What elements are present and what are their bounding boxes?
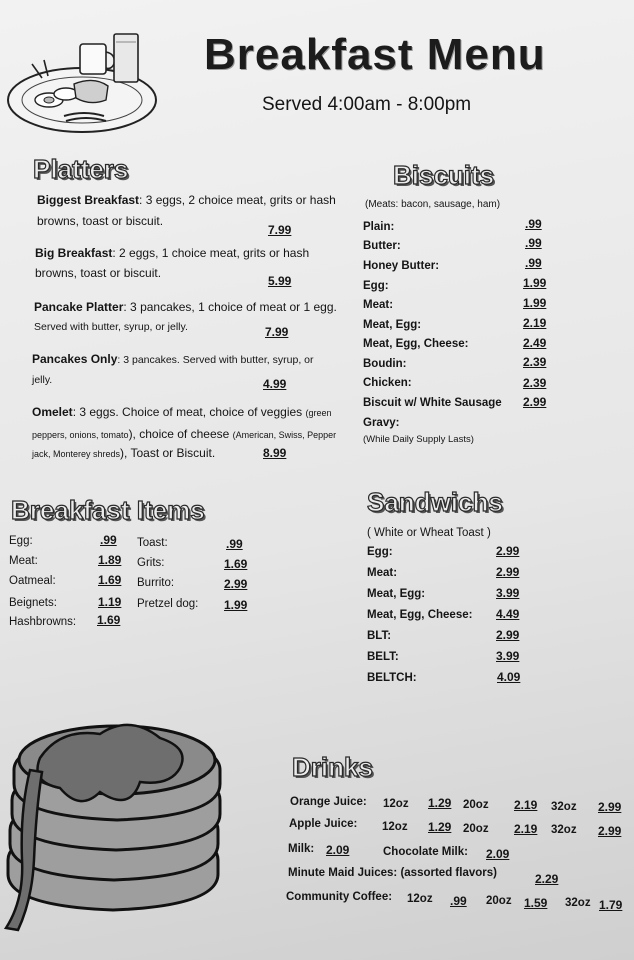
- breakfast-item-price: 1.69: [98, 573, 122, 587]
- biggest-breakfast-line1: Biggest Breakfast: 3 eggs, 2 choice meat, grits or hash: [37, 193, 336, 207]
- drink-price: .99: [450, 894, 467, 908]
- big-breakfast-line2: browns, toast or biscuit.: [35, 266, 162, 280]
- sandwich-label: BLT:: [367, 630, 392, 642]
- omelet-name: Omelet: [32, 405, 73, 419]
- minute-maid-price: 2.29: [535, 872, 559, 886]
- drink-size: 32oz: [565, 897, 591, 909]
- biscuit-label: Gravy:: [363, 417, 400, 429]
- biscuit-label: Honey Butter:: [363, 260, 440, 272]
- drink-price: 1.59: [524, 896, 548, 910]
- drink-price: 1.79: [599, 898, 623, 912]
- sandwich-label: Egg:: [367, 546, 393, 558]
- breakfast-item-price: 2.99: [224, 577, 248, 591]
- sandwiches-toast-note: ( White or Wheat Toast ): [367, 527, 491, 539]
- breakfast-plate-illustration: [4, 28, 162, 136]
- biscuit-label: Butter:: [363, 240, 401, 252]
- omelet-line1: Omelet: 3 eggs. Choice of meat, choice of veggies (green: [32, 405, 332, 419]
- apple-juice-label: Apple Juice:: [289, 818, 358, 830]
- page-title: Breakfast Menu: [204, 30, 546, 79]
- biggest-breakfast-price: 7.99: [268, 223, 292, 237]
- drink-size: 12oz: [382, 821, 408, 833]
- biscuit-price: 2.39: [523, 376, 547, 390]
- sandwich-label: BELTCH:: [367, 672, 417, 684]
- sandwich-price: 3.99: [496, 586, 520, 600]
- orange-juice-label: Orange Juice:: [290, 796, 367, 808]
- pancakes-only-name: Pancakes Only: [32, 352, 118, 366]
- omelet-line3: jack, Monterey shreds), Toast or Biscuit.: [32, 446, 216, 460]
- minute-maid-label: Minute Maid Juices: (assorted flavors): [288, 867, 497, 879]
- pancake-platter-price: 7.99: [265, 325, 289, 339]
- big-breakfast-line1: Big Breakfast: 2 eggs, 1 choice meat, grits or hash: [35, 246, 310, 260]
- breakfast-item-label: Hashbrowns:: [9, 616, 77, 628]
- biscuit-price: 2.49: [523, 336, 547, 350]
- sandwich-label: Meat, Egg:: [367, 588, 426, 600]
- sandwich-price: 2.99: [496, 565, 520, 579]
- breakfast-item-price: 1.89: [98, 553, 122, 567]
- biggest-breakfast-name: Biggest Breakfast: [37, 193, 140, 207]
- drink-size: 20oz: [463, 823, 489, 835]
- biscuits-heading: Biscuits: [393, 160, 495, 190]
- breakfast-item-price: .99: [226, 537, 243, 551]
- biscuit-price: .99: [525, 256, 542, 270]
- drink-price: 2.19: [514, 798, 538, 812]
- biscuit-price: 2.39: [523, 355, 547, 369]
- drink-size: 32oz: [551, 801, 577, 813]
- sandwich-price: 3.99: [496, 649, 520, 663]
- platters-heading: Platters: [33, 154, 129, 184]
- drink-price: 1.29: [428, 820, 452, 834]
- drinks-heading: Drinks: [292, 752, 373, 782]
- breakfast-item-label: Grits:: [137, 557, 165, 569]
- pancakes-only-line1: Pancakes Only: 3 pancakes. Served with butter, syrup, or: [32, 352, 314, 366]
- breakfast-item-price: 1.69: [97, 613, 121, 627]
- biscuit-price: .99: [525, 236, 542, 250]
- breakfast-item-label: Egg:: [9, 535, 33, 547]
- biscuit-label: Plain:: [363, 221, 395, 233]
- milk-label: Milk:: [288, 843, 315, 855]
- sandwich-price: 4.49: [496, 607, 520, 621]
- pancakes-only-price: 4.99: [263, 377, 287, 391]
- big-breakfast-name: Big Breakfast: [35, 246, 113, 260]
- breakfast-item-price: 1.99: [224, 598, 248, 612]
- drink-price: 1.29: [428, 796, 452, 810]
- sandwiches-heading: Sandwichs: [367, 487, 503, 517]
- drink-size: 32oz: [551, 824, 577, 836]
- sandwich-price: 2.99: [496, 544, 520, 558]
- breakfast-item-price: 1.19: [98, 595, 122, 609]
- drink-size: 12oz: [383, 798, 409, 810]
- pancakes-only-line2: jelly.: [32, 374, 53, 386]
- biscuit-label: Chicken:: [363, 377, 412, 389]
- drink-size: 20oz: [486, 895, 512, 907]
- drink-size: 20oz: [463, 799, 489, 811]
- pancake-platter-name: Pancake Platter: [34, 300, 124, 314]
- breakfast-items-heading: Breakfast Items: [11, 495, 205, 525]
- drink-price: 2.99: [598, 800, 622, 814]
- pancake-stack-illustration: [0, 700, 240, 936]
- breakfast-item-label: Pretzel dog:: [137, 598, 199, 610]
- community-coffee-label: Community Coffee:: [286, 891, 393, 903]
- breakfast-item-price: .99: [100, 533, 117, 547]
- biscuit-price: .99: [525, 217, 542, 231]
- biscuit-label: Meat, Egg:: [363, 319, 422, 331]
- biscuit-label: Biscuit w/ White Sausage: [363, 397, 502, 409]
- omelet-price: 8.99: [263, 446, 287, 460]
- biscuit-label: Meat, Egg, Cheese:: [363, 338, 469, 350]
- biscuit-label: Meat:: [363, 299, 394, 311]
- biggest-breakfast-line2: browns, toast or biscuit.: [37, 214, 164, 228]
- sandwich-price: 4.09: [497, 670, 521, 684]
- sandwich-price: 2.99: [496, 628, 520, 642]
- pancake-platter-line2: Served with butter, syrup, or jelly.: [34, 321, 188, 333]
- breakfast-item-price: 1.69: [224, 557, 248, 571]
- biscuit-label: Boudin:: [363, 358, 407, 370]
- biscuit-price: 1.99: [523, 296, 547, 310]
- big-breakfast-price: 5.99: [268, 274, 292, 288]
- sandwich-label: Meat, Egg, Cheese:: [367, 609, 473, 621]
- breakfast-item-label: Burrito:: [137, 577, 175, 589]
- milk-price: 2.09: [326, 843, 350, 857]
- breakfast-item-label: Toast:: [137, 537, 168, 549]
- omelet-line2: peppers, onions, tomato), choice of cheese (American, Swiss, Pepper: [32, 427, 337, 441]
- serving-hours: Served 4:00am - 8:00pm: [262, 94, 472, 115]
- drink-price: 2.99: [598, 824, 622, 838]
- biscuits-meats-note: (Meats: bacon, sausage, ham): [365, 199, 501, 210]
- biscuit-label: Egg:: [363, 280, 389, 292]
- biscuit-price: 1.99: [523, 276, 547, 290]
- pancake-platter-line1: Pancake Platter: 3 pancakes, 1 choice of meat or 1 egg.: [34, 300, 337, 314]
- chocolate-milk-label: Chocolate Milk:: [383, 846, 468, 858]
- breakfast-item-label: Beignets:: [9, 597, 57, 609]
- biscuits-supply-note: (While Daily Supply Lasts): [363, 434, 474, 445]
- drink-price: 2.19: [514, 822, 538, 836]
- sandwich-label: BELT:: [367, 651, 399, 663]
- drink-size: 12oz: [407, 893, 433, 905]
- biscuit-price: 2.19: [523, 316, 547, 330]
- sandwich-label: Meat:: [367, 567, 398, 579]
- breakfast-item-label: Meat:: [9, 555, 38, 567]
- biscuit-price: 2.99: [523, 395, 547, 409]
- chocolate-milk-price: 2.09: [486, 847, 510, 861]
- breakfast-item-label: Oatmeal:: [9, 575, 56, 587]
